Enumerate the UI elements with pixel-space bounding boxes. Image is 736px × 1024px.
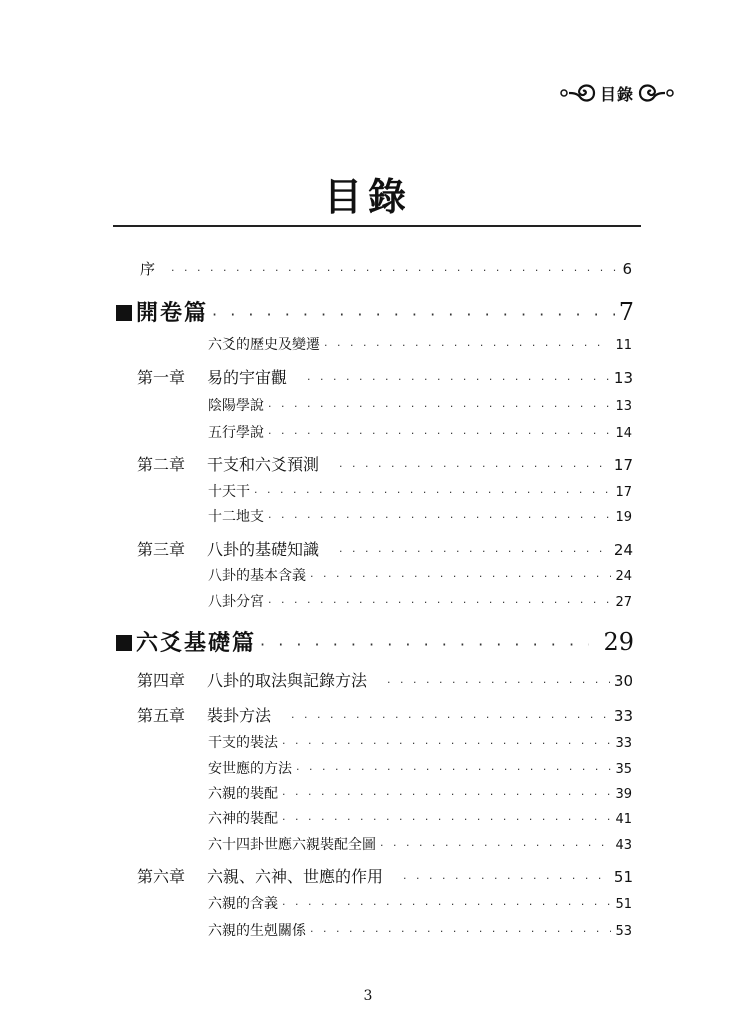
toc-entry-label: 十二地支: [208, 509, 264, 525]
toc-leader-dots: [282, 737, 611, 750]
toc-entry-label: 第五章 裝卦方法: [137, 706, 272, 725]
toc-entry-label: 六神的裝配: [208, 811, 278, 827]
toc-entry-label: 第二章 干支和六爻預測: [137, 455, 320, 474]
toc-leader-dots: [268, 427, 611, 440]
toc-leader-dots: [268, 511, 611, 524]
toc-entry-label: 安世應的方法: [208, 761, 292, 777]
toc-leader-dots: [339, 545, 610, 558]
toc-entry: [208, 758, 632, 778]
toc-entry: [208, 506, 632, 526]
toc-part-jichu: [116, 626, 634, 657]
toc-entry: [208, 481, 632, 501]
toc-part-label: 六爻基礎篇: [116, 626, 256, 657]
toc-leader-dots: [403, 872, 610, 885]
toc-entry: [208, 808, 632, 828]
toc-entry: [208, 422, 632, 442]
header-ornament: [552, 76, 682, 110]
toc-chapter-3: [137, 537, 633, 560]
title-divider: [113, 225, 641, 227]
toc-entry-page: 35: [615, 762, 632, 777]
toc-entry-page: 13: [613, 369, 633, 387]
toc-chapter-6: [137, 864, 633, 887]
toc-leader-dots: [324, 339, 611, 352]
toc-entry-label: 第一章 易的宇宙觀: [137, 368, 288, 387]
square-bullet-icon: [116, 635, 132, 651]
toc-entry-page: 13: [615, 399, 632, 414]
toc-entry-label: 六十四卦世應六親裝配全圖: [208, 837, 376, 853]
toc-entry-label: 第四章 八卦的取法與記錄方法: [137, 671, 368, 690]
toc-leader-dots: [310, 925, 611, 938]
toc-chapter-4: [137, 668, 633, 691]
toc-leader-dots: [339, 460, 610, 473]
toc-leader-dots: [254, 486, 611, 499]
toc-entry-label: 干支的裝法: [208, 735, 278, 751]
toc-leader-dots: [282, 788, 611, 801]
toc-entry-page: 39: [615, 787, 632, 802]
toc-entry: [208, 783, 632, 803]
toc-entry-page: 6: [622, 260, 632, 278]
toc-entry-label: 五行學說: [208, 425, 264, 441]
toc-entry-page: 33: [613, 707, 633, 725]
toc-leader-dots: [282, 813, 611, 826]
scroll-ornament-right-icon: [638, 81, 674, 105]
page-number: 3: [363, 988, 373, 1004]
toc-entry-label: 十天干: [208, 484, 250, 500]
toc-leader-dots: [282, 898, 611, 911]
toc-part-kaijuan: [116, 296, 634, 327]
toc-leader-dots: [387, 676, 610, 689]
toc-leader-dots: [310, 570, 611, 583]
toc-entry-page: 43: [615, 838, 632, 853]
toc-leader-dots: [307, 373, 610, 386]
toc-leader-dots: [291, 711, 610, 724]
toc-entry: [208, 334, 632, 354]
page-title: 目錄: [323, 175, 412, 219]
toc-leader-dots: [171, 264, 618, 277]
toc-chapter-5: [137, 703, 633, 726]
toc-leader-dots: [268, 596, 611, 609]
toc-entry: [208, 893, 632, 913]
toc-entry-page: 33: [615, 736, 632, 751]
toc-entry-label: 六親的生剋關係: [208, 923, 306, 939]
toc-entry-page: 30: [613, 672, 633, 690]
toc-entry-label: 八卦分宮: [208, 594, 264, 610]
toc-entry: [208, 565, 632, 585]
toc-leader-dots: [296, 763, 611, 776]
toc-entry-page: 19: [615, 510, 632, 525]
toc-entry-page: 11: [615, 338, 632, 353]
toc-entry-label: 陰陽學說: [208, 398, 264, 414]
toc-entry-page: 17: [613, 456, 633, 474]
toc-entry-preface: [140, 258, 632, 279]
toc-entry-page: 41: [615, 812, 632, 827]
toc-entry-page: 29: [603, 628, 634, 656]
toc-entry-page: 24: [615, 569, 632, 584]
toc-entry-label: 第六章 六親、六神、世應的作用: [137, 867, 384, 886]
toc-entry: [208, 591, 632, 611]
toc-entry-label: 六親的含義: [208, 896, 278, 912]
toc-leader-dots: [380, 839, 611, 852]
toc-leader-dots: [212, 305, 615, 324]
toc-entry: [208, 732, 632, 752]
toc-entry-label: 序: [140, 260, 156, 278]
square-bullet-icon: [116, 305, 132, 321]
toc-entry-page: 24: [613, 541, 633, 559]
toc-part-label: 開卷篇: [116, 296, 208, 327]
toc-entry-page: 17: [615, 485, 632, 500]
toc-entry-page: 53: [615, 924, 632, 939]
scroll-ornament-left-icon: [560, 81, 596, 105]
toc-leader-dots: [268, 400, 611, 413]
toc-chapter-1: [137, 365, 633, 388]
toc-entry: [208, 395, 632, 415]
toc-entry-label: 六爻的歷史及變遷: [208, 337, 320, 353]
toc-entry: [208, 920, 632, 940]
toc-chapter-2: [137, 452, 633, 475]
toc-entry-label: 第三章 八卦的基礎知識: [137, 540, 320, 559]
toc-entry-page: 7: [618, 298, 634, 326]
toc-entry-page: 51: [615, 897, 632, 912]
toc-entry-label: 六親的裝配: [208, 786, 278, 802]
toc-entry-page: 14: [615, 426, 632, 441]
toc-entry-page: 51: [613, 868, 633, 886]
toc-entry: [208, 834, 632, 854]
toc-entry-page: 27: [615, 595, 632, 610]
header-label: 目錄: [599, 84, 634, 104]
toc-leader-dots: [260, 635, 589, 654]
toc-entry-label: 八卦的基本含義: [208, 568, 306, 584]
